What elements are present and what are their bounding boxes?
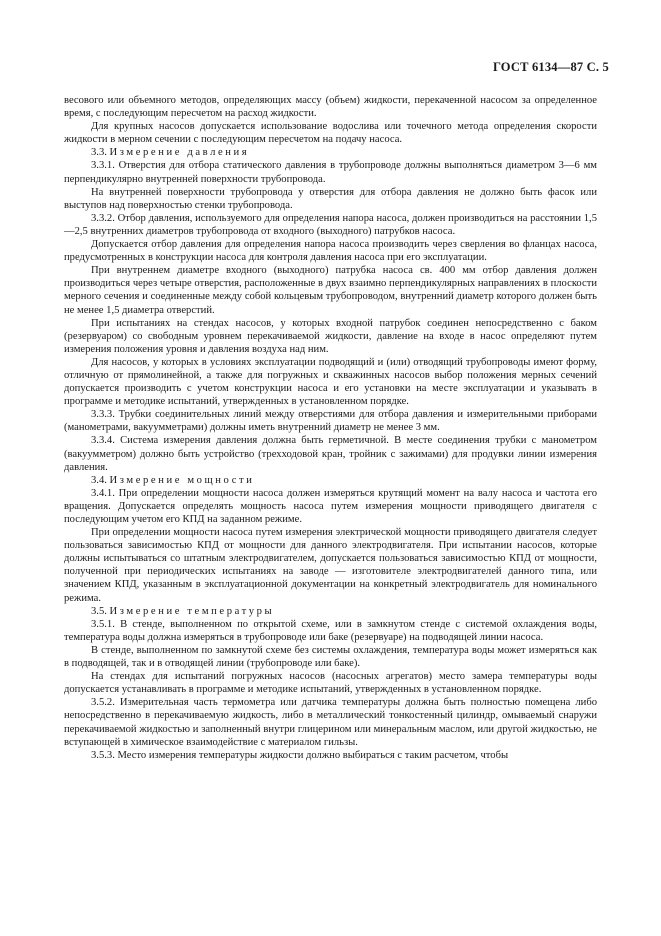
paragraph: 3.5.3. Место измерения температуры жидкости должно выбираться с таким расчетом, чтобы [91, 749, 509, 761]
section-heading [64, 605, 597, 618]
page-header: ГОСТ 6134—87 С. 5 [492, 60, 609, 74]
paragraph: Для насосов, у которых в условиях эксплуатации подводящий и (или) отводящий трубопроводы имеют форму, отличную от прямолинейной, а также для погружных и скважинных насосов выбор положения мерных сечений допускается производить с учетом конструкции насоса и его установки на месте эксплуатации и указывать в программе и методике испытаний, утвержденных в установленном порядке. [64, 356, 597, 408]
paragraph: 3.3.2. Отбор давления, используемого для определения напора насоса, должен производиться на расстоянии 1,5—2,5 внутренних диаметров трубопровода от входного (выходного) патрубков насоса. [64, 212, 597, 237]
paragraph: При определении мощности насоса путем измерения электрической мощности приводящего двигателя следует пользоваться зависимостью КПД от мощности для данного электродвигателя. При испытании насосов, которые должны испытываться со штатным электродвигателем, допускается пользоваться зависимостью КПД от мощности, полученной при периодических испытаниях на заводе — изготовителе электродвигателей данного типа, или значением КПД, указанным в эксплуатационной документации на конкретный электродвигатель для номинального режима. [64, 527, 597, 604]
paragraph: Для крупных насосов допускается использование водослива или точечного метода определения скорости жидкости в мерном сечении с последующим пересчетом на подачу насоса. [64, 121, 597, 146]
paragraph: 3.3.3. Трубки соединительных линий между отверстиями для отбора давления и измерительными приборами (манометрами, вакуумметрами) должны иметь внутренний диаметр не менее 3 мм. [64, 409, 597, 434]
paragraph: При внутреннем диаметре входного (выходного) патрубка насоса св. 400 мм отбор давления должен производиться через четыре отверстия, расположенные в двух взаимно перпендикулярных направлениях в плоскости мерного сечения и соединенные между собой кольцевым трубопроводом, внутренний диаметр которого должен быть не менее 1,5 диаметра отверстий. [64, 265, 597, 316]
paragraph: весового или объемного методов, определяющих массу (объем) жидкости, перекаченной насосом за определенное время, с последующим пересчетом на расход жидкости. [64, 95, 597, 120]
document-body [64, 94, 597, 762]
paragraph: 3.3.1. Отверстия для отбора статического давления в трубопроводе должны выполняться диаметром 3—6 мм перпендикулярно внутренней поверхности трубопровода. [64, 160, 597, 185]
section-title: Измерение давления [109, 147, 250, 159]
paragraph: 3.5.1. В стенде, выполненном по открытой схеме, или в замкнутом стенде с системой охлаждения воды, температура воды должна измеряться в трубопроводе или баке (резервуаре) на подводящей линии насоса. [64, 618, 597, 643]
section-number: 3.3. [91, 147, 107, 159]
section-heading [64, 146, 597, 159]
section-number: 3.4. [91, 474, 107, 486]
paragraph: 3.3.4. Система измерения давления должна быть герметичной. В месте соединения трубки с манометром (вакуумметром) должно быть устройство (трехходовой кран, тройник с зажимами) для продувки линии измерения давления. [64, 435, 597, 473]
paragraph: Допускается отбор давления для определения напора насоса производить через сверления во фланцах насоса, предусмотренных в конструкции насоса для контроля давления насоса при его эксплуатации. [64, 239, 597, 264]
section-title: Измерение температуры [109, 605, 275, 617]
section-number: 3.5. [91, 605, 107, 617]
paragraph: На стендах для испытаний погружных насосов (насосных агрегатов) место замера температуры воды допускается устанавливать в программе и методике испытаний, утвержденных в установленном порядке. [64, 671, 597, 696]
section-heading [64, 474, 597, 487]
paragraph: В стенде, выполненном по замкнутой схеме без системы охлаждения, температура воды может измеряться как в подводящей, так и в отводящей линии (трубопроводе или баке). [64, 644, 597, 670]
paragraph: При испытаниях на стендах насосов, у которых входной патрубок соединен непосредственно с баком (резервуаром) со свободным уровнем перекачиваемой жидкости, давление на входе в насос определяют путем измерения положения уровня и давления воздуха над ним. [64, 317, 597, 355]
paragraph: На внутренней поверхности трубопровода у отверстия для отбора давления не должно быть фасок или выступов над поверхностью стенки трубопровода. [64, 186, 597, 211]
paragraph: 3.4.1. При определении мощности насоса должен измеряться крутящий момент на валу насоса и частота его вращения. Допускается определять мощность насоса путем измерения мощности приводящего двигателя с последующим учетом его КПД на заданном режиме. [64, 487, 597, 525]
paragraph: 3.5.2. Измерительная часть термометра или датчика температуры должна быть полностью помещена либо непосредственно в перекачиваемую жидкость, либо в металлический тонкостенный цилиндр, омываемый снаружи перекачиваемой жидкостью и заполненный внутри глицерином или минеральным маслом, или другой жидкостью, не вступающей в химическое взаимодействие с материалом гильзы. [64, 697, 597, 748]
section-title: Измерение мощности [109, 474, 255, 486]
